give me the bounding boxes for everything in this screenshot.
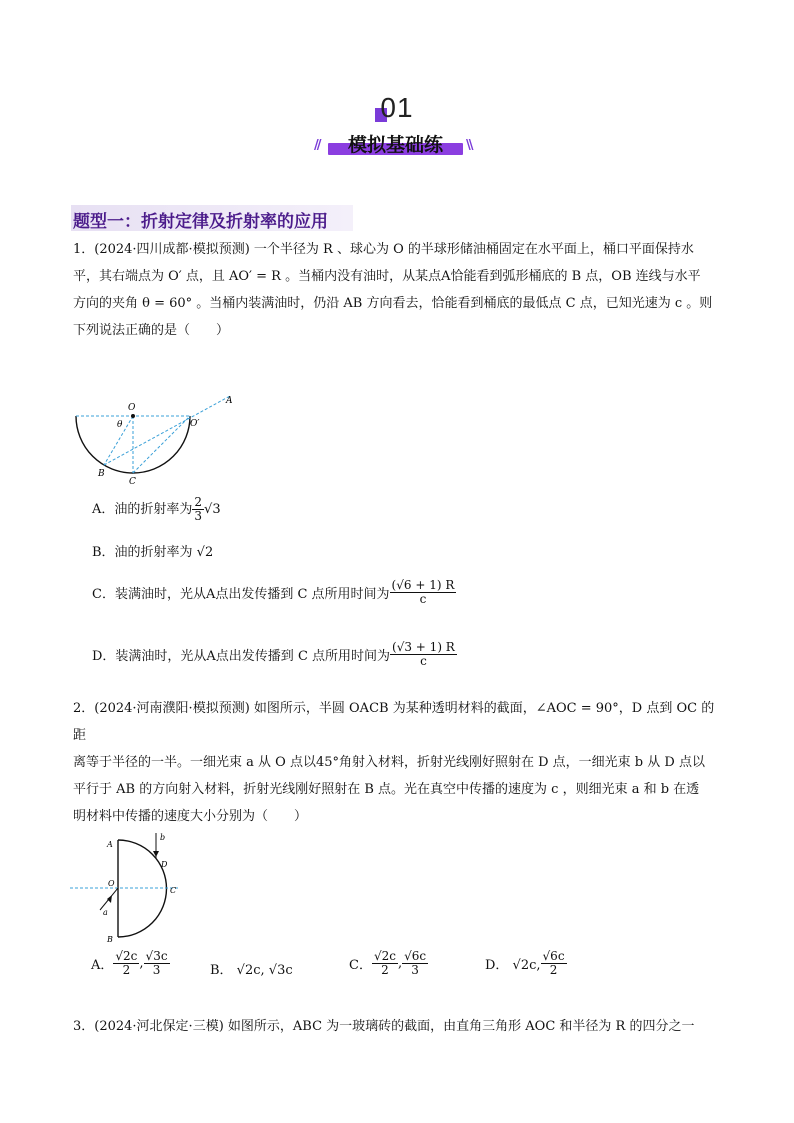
q2-label-d: D (161, 860, 168, 869)
header-title: 模拟基础练 (347, 134, 443, 156)
q3-line-1: 3．(2024·河北保定·三模) 如图所示，ABC 为一玻璃砖的截面，由直角三角形 AOC 和半径为 R 的四分之一 (73, 1019, 695, 1034)
q2-label-b-ray: b (160, 833, 166, 842)
q2-option-a[interactable]: A． $\frac{√2c}{2}$ , $\frac{√3c}{3}$ (91, 949, 168, 977)
q1-option-a-fraction: $\frac{2}{3}$ (194, 495, 203, 523)
q2-line-2: 离等于半径的一半。一细光束 a 从 O 点以45°角射入材料，折射光线刚好照射在 D 点，一细光束 b 从 D 点以 (73, 755, 705, 770)
q1-label-a: A (226, 396, 233, 406)
q2-line-1: 2．(2024·河南濮阳·模拟预测) 如图所示，半圆 OACB 为某种透明材料的截面，∠AOC = 90°，D 点到 OC 的距 (73, 701, 715, 743)
q2-ray-a-arrow (107, 895, 112, 903)
q2-label-a: A (107, 840, 113, 849)
question-2-text (73, 695, 723, 830)
q2-line-3: 平行于 AB 的方向射入材料，折射光线刚好照射在 B 点。光在真空中传播的速度为 c ，则细光束 a 和 b 在透 (73, 782, 700, 797)
q2-option-b[interactable]: B． √2c, √3c (210, 963, 293, 978)
q1-option-d[interactable]: D．装满油时，光从A点出发传播到 C 点所用时间为 $\frac{(√3 + 1) R}{c}$ (92, 640, 455, 668)
q1-label-theta: θ (117, 420, 123, 430)
q2-label-a-ray: a (103, 908, 108, 917)
q1-label-o: O (128, 403, 136, 413)
q1-option-c[interactable]: C．装满油时，光从A点出发传播到 C 点所用时间为 $\frac{(√6 + 1) R}{c}$ (92, 578, 455, 606)
q2-label-b: B (107, 935, 113, 944)
banner-left-slash: // (314, 138, 320, 153)
q2-figure (70, 825, 200, 945)
q1-label-o-prime: O′ (190, 419, 200, 429)
q1-line-4: 下列说法正确的是（ ） (73, 323, 230, 338)
question-3-text (73, 1013, 723, 1040)
section-title-bar (71, 205, 353, 231)
q2-label-c: C (170, 886, 177, 895)
q1-ab-ray (104, 396, 230, 465)
q1-option-c-fraction: $\frac{(√6 + 1) R}{c}$ (391, 578, 455, 606)
q1-line-2: 平，其右端点为 O′ 点，且 AO′ = R 。当桶内没有油时，从某点A恰能看到弧形桶底的 B 点，OB 连线与水平 (73, 269, 701, 284)
q2-option-d[interactable]: D． √2c, $\frac{√6c}{2}$ (485, 949, 565, 977)
q2-option-c[interactable]: C． $\frac{√2c}{2}$ , $\frac{√6c}{3}$ (349, 949, 427, 977)
q1-hemisphere-arc (76, 416, 190, 473)
header-number: 01 (380, 92, 414, 123)
q1-option-a[interactable]: A．油的折射率为 $\frac{2}{3}$ √3 (92, 495, 221, 523)
section-title: 题型一：折射定律及折射率的应用 (73, 212, 328, 232)
q1-option-d-fraction: $\frac{(√3 + 1) R}{c}$ (392, 640, 455, 668)
q1-line-3: 方向的夹角 θ = 60° 。当桶内装满油时，仍沿 AB 方向看去，恰能看到桶底的最低点 C 点，已知光速为 c 。则 (73, 296, 713, 311)
q1-center-point (131, 414, 135, 418)
q1-figure (70, 388, 250, 488)
q2-label-o: O (108, 879, 115, 888)
q1-line-1: 1．(2024·四川成都·模拟预测) 一个半径为 R 、球心为 O 的半球形储油桶固定在水平面上，桶口平面保持水 (73, 242, 694, 257)
header-banner (328, 133, 463, 155)
q1-option-b[interactable]: B．油的折射率为 √2 (92, 545, 214, 560)
q1-label-c: C (129, 477, 136, 487)
banner-right-slash: \\ (466, 138, 472, 153)
q2-line-4: 明材料中传播的速度大小分别为（ ） (73, 809, 308, 824)
question-1-text (73, 236, 723, 344)
q1-label-b: B (98, 469, 105, 479)
